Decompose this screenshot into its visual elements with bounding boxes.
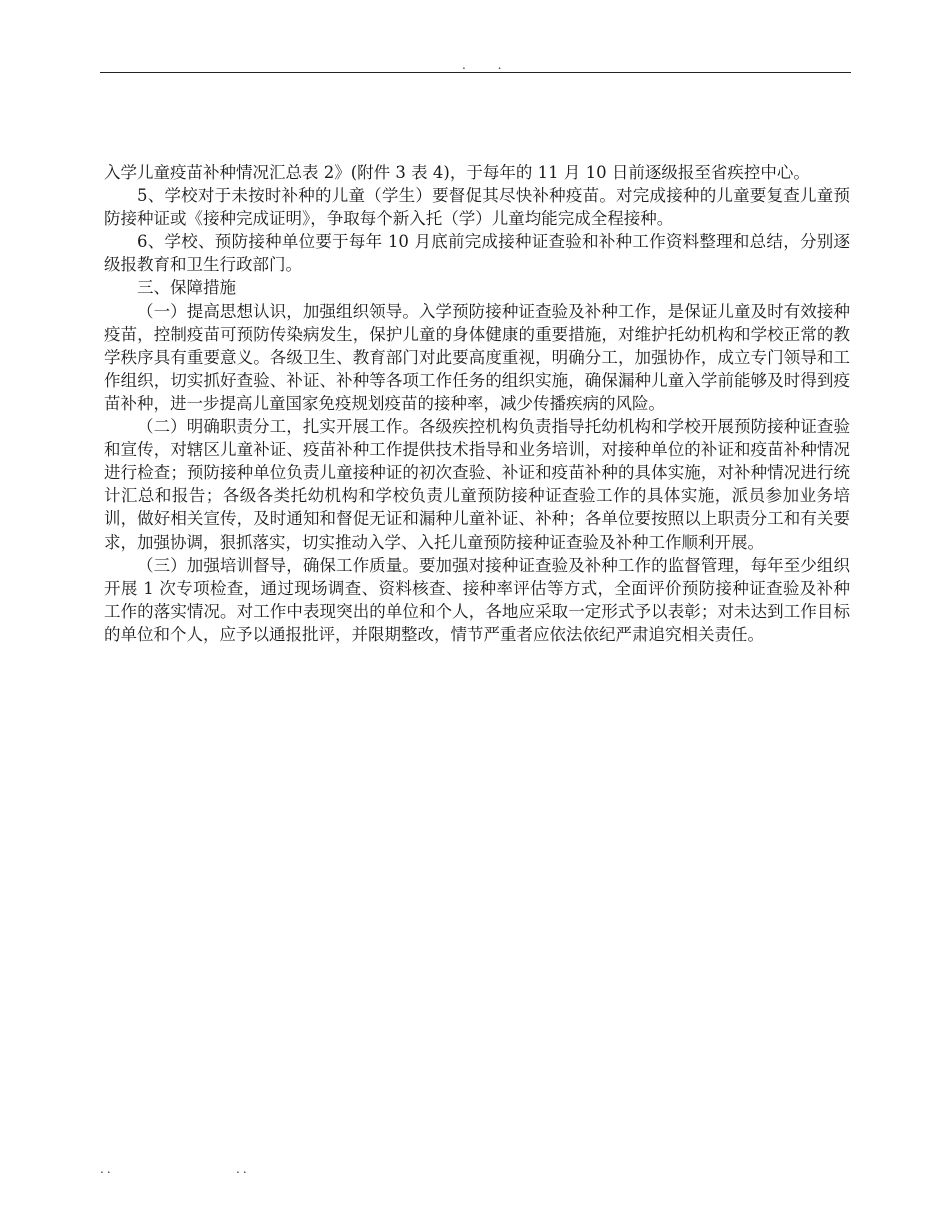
paragraph-item-6: 6、学校、预防接种单位要于每年 10 月底前完成接种证查验和补种工作资料整理和总结，分别逐级报教育和卫生行政部门。 [104, 232, 850, 275]
paragraph-continuation: 入学儿童疫苗补种情况汇总表 2》(附件 3 表 4)，于每年的 11 月 10 日前逐级报至省疾控中心。 [104, 163, 810, 182]
paragraph-measure-3: （三）加强培训督导，确保工作质量。要加强对接种证查验及补种工作的监督管理，每年至少组织开展 1 次专项检查，通过现场调查、资料核查、接种率评估等方式，全面评价预防接种证查验及补种工作的落实情况。对工作中表现突出的单位和个人，各地应采取一定形式予以表彰；对未达到工作目标的单位和个人，应予以通报批评，并限期整改，情节严重者应依法依纪严肃追究相关责任。 [104, 555, 850, 644]
header-rule [100, 72, 851, 73]
paragraph-measure-1: （一）提高思想认识，加强组织领导。入学预防接种证查验及补种工作，是保证儿童及时有效接种疫苗，控制疫苗可预防传染病发生，保护儿童的身体健康的重要措施，对维护托幼机构和学校正常的教学秩序具有重要意义。各级卫生、教育部门对此要高度重视，明确分工，加强协作，成立专门领导和工作组织，切实抓好查验、补证、补种等各项工作任务的组织实施，确保漏种儿童入学前能够及时得到疫苗补种，进一步提高儿童国家免疫规划疫苗的接种率，减少传播疾病的风险。 [104, 301, 850, 413]
footer-marks-right: .. [236, 1162, 250, 1176]
document-body [104, 161, 850, 646]
header-marks: . . [462, 58, 516, 72]
footer-marks-left: .. [100, 1162, 114, 1176]
section-heading-safeguards: 三、保障措施 [137, 278, 236, 298]
paragraph-item-5: 5、学校对于未按时补种的儿童（学生）要督促其尽快补种疫苗。对完成接种的儿童要复查儿童预防接种证或《接种完成证明》，争取每个新入托（学）儿童均能完成全程接种。 [104, 186, 850, 229]
paragraph-measure-2: （二）明确职责分工，扎实开展工作。各级疾控机构负责指导托幼机构和学校开展预防接种证查验和宣传，对辖区儿童补证、疫苗补种工作提供技术指导和业务培训，对接种单位的补证和疫苗补种情况进行检查；预防接种单位负责儿童接种证的初次查验、补证和疫苗补种的具体实施，对补种情况进行统计汇总和报告；各级各类托幼机构和学校负责儿童预防接种证查验工作的具体实施，派员参加业务培训，做好相关宣传，及时通知和督促无证和漏种儿童补证、补种；各单位要按照以上职责分工和有关要求，加强协调，狠抓落实，切实推动入学、入托儿童预防接种证查验及补种工作顺利开展。 [104, 417, 850, 552]
